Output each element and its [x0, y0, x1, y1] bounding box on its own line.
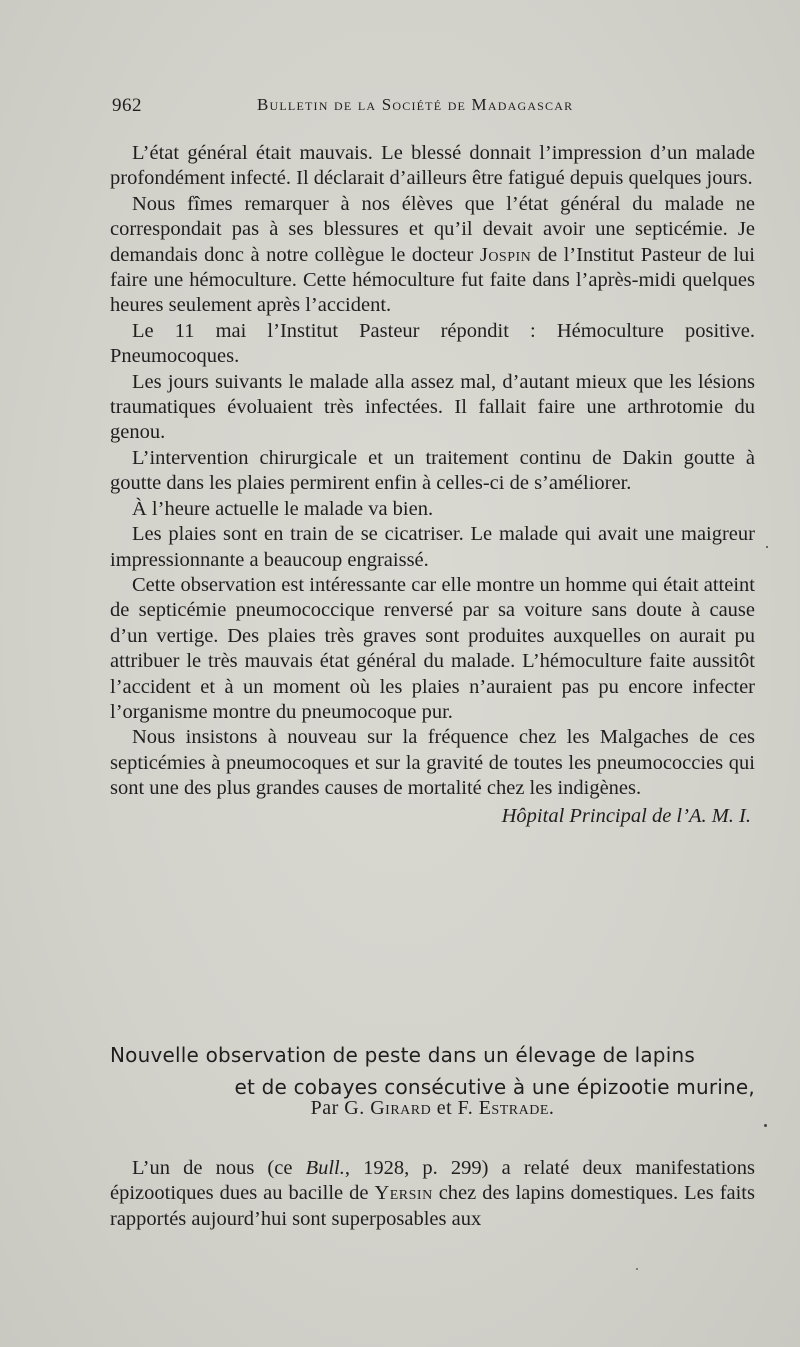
institution-signature: Hôpital Principal de l’A. M. I.: [501, 804, 751, 827]
author-name: Jospin: [479, 243, 532, 266]
author-name: Estrade: [478, 1097, 549, 1119]
title-line: Nouvelle observation de peste dans un élevage de lapins: [110, 1042, 695, 1067]
paragraph: Le 11 mai l’Institut Pasteur répondit : Hémoculture positive. Pneumocoques.: [110, 319, 755, 368]
byline: Par G. Girard et F. Estrade.: [310, 1097, 555, 1119]
paragraph: Les plaies sont en train de se cicatriser. Le malade qui avait une maigreur impressionnante a beaucoup engraissé.: [110, 523, 755, 571]
page-number: 962: [112, 95, 142, 116]
page-header: [112, 95, 752, 125]
paper-speck: [636, 1268, 638, 1270]
running-head: Bulletin de la Société de Madagascar: [257, 95, 574, 114]
paragraph: L’intervention chirurgicale et un traitement continu de Dakin goutte à goutte dans les plaies permirent enfin à celles-ci de s’améliorer.: [110, 446, 755, 495]
article-title: [110, 1039, 755, 1103]
paragraph: Les jours suivants le malade alla assez mal, d’autant mieux que les lésions traumatiques évoluaient très infectées. Il fallait faire une arthrotomie du genou.: [110, 370, 755, 444]
author-name: Girard: [370, 1097, 432, 1119]
article-body: [110, 1156, 755, 1232]
paragraph: L’état général était mauvais. Le blessé donnait l’impression d’un malade profondément infecté. Il déclarait d’ailleurs être fatigué depuis quelques jours.: [110, 142, 755, 190]
paragraph: L’un de nous (ce Bull., 1928, p. 299) a relaté deux manifestations épizootiques dues au bacille de Yersin chez des lapins domestiques. Les faits rapportés aujourd’hui sont superposables aux: [110, 1157, 755, 1230]
author-name: Yersin: [374, 1182, 433, 1205]
paragraph: Nous fîmes remarquer à nos élèves que l’état général du malade ne correspondait pas à ses blessures et qu’il devait avoir une septicémie. Je demandais donc à notre collègue le docteur Jospin de l’Institut Pasteur de lui faire une hémoculture. Cette hémoculture fut faite dans l’après-midi quelques heures seulement après l’accident.: [110, 192, 756, 317]
paragraph: À l’heure actuelle le malade va bien.: [132, 497, 434, 520]
paragraph: Nous insistons à nouveau sur la fréquence chez les Malgaches de ces septicémies à pneumocoques et sur la gravité de toutes les pneumococcies qui sont une des plus grandes causes de mortalité chez les indigènes.: [110, 726, 755, 800]
paper-speck: [766, 546, 768, 548]
paper-speck: [764, 1124, 767, 1127]
title-line: et de cobayes consécutive à une épizootie murine,: [234, 1074, 755, 1099]
journal-name: Bull.: [305, 1157, 345, 1179]
article-continuation: [110, 141, 755, 829]
paragraph: Cette observation est intéressante car elle montre un homme qui était atteint de septicémie pneumococcique renversé par sa voiture sans doute à cause d’un vertige. Des plaies très graves sont produites auxquelles on aurait pu attribuer le très mauvais état général du malade. L’hémoculture faite aussitôt l’accident et à un moment où les plaies n’auraient pas pu encore infecter l’organisme montre du pneumocoque pur.: [110, 573, 755, 723]
